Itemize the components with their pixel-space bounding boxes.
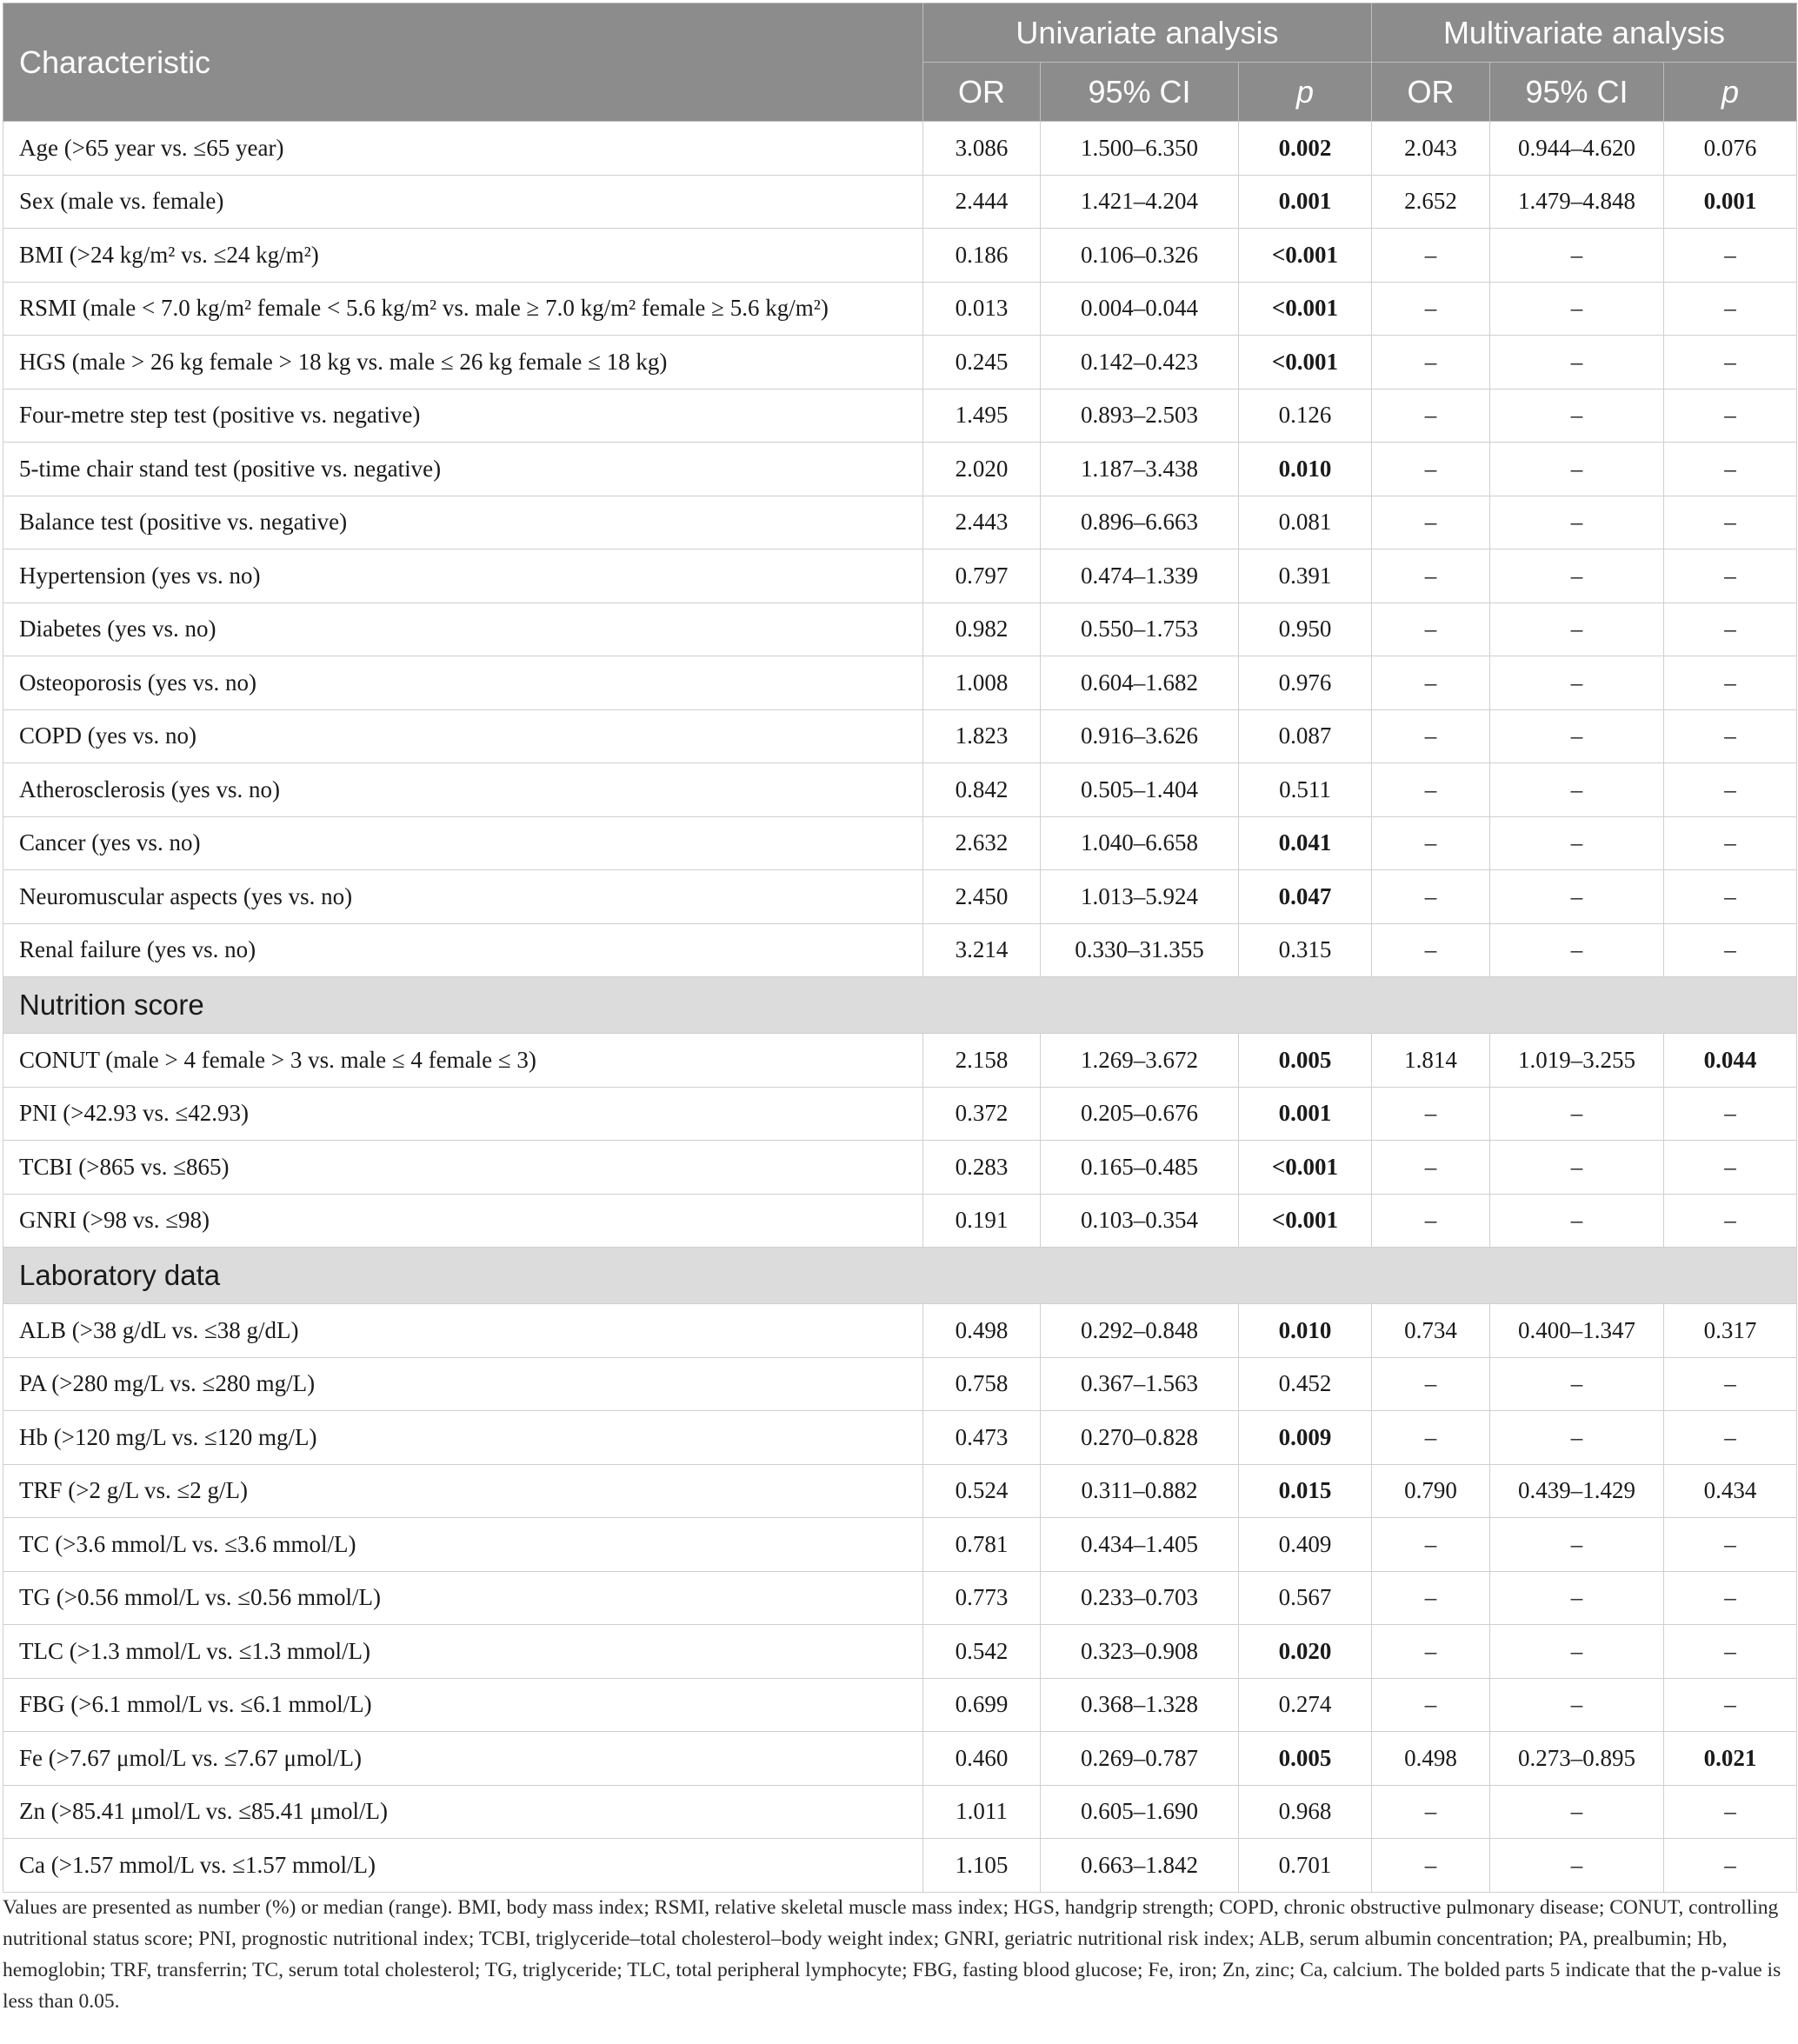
univariate-ci: 0.474–1.339	[1041, 549, 1239, 603]
multivariate-p: 0.076	[1664, 122, 1797, 176]
header-m-p-text: p	[1721, 73, 1740, 110]
multivariate-ci: –	[1490, 1518, 1664, 1572]
multivariate-p: –	[1664, 1357, 1797, 1411]
univariate-p: <0.001	[1239, 282, 1372, 336]
table-footnote: Values are presented as number (%) or median (range). BMI, body mass index; RSMI, relative skeletal muscle mass index; HGS, handgrip strength; COPD, chronic obstructive pulmonary disease; CONUT, controlling nutritional status score; PNI, prognostic nutritional index; TCBI, triglyceride–total cholesterol–body weight index; GNRI, geriatric nutritional risk index; ALB, serum albumin concentration; PA, prealbumin; Hb, hemoglobin; TRF, transferrin; TC, serum total cholesterol; TG, triglyceride; TLC, total peripheral lymphocyte; FBG, fasting blood glucose; Fe, iron; Zn, zinc; Ca, calcium. The bolded parts 5 indicate that the p-value is less than 0.05.	[3, 1896, 1781, 2013]
table-row	[3, 389, 1797, 443]
multivariate-ci: –	[1490, 496, 1664, 549]
univariate-p: 0.005	[1239, 1732, 1372, 1786]
univariate-or: 0.758	[923, 1357, 1041, 1411]
univariate-ci: 0.165–0.485	[1041, 1141, 1239, 1195]
multivariate-or: 1.814	[1372, 1034, 1490, 1088]
table-row	[3, 1625, 1797, 1679]
table-row	[3, 443, 1797, 496]
univariate-ci: 0.142–0.423	[1041, 336, 1239, 389]
univariate-ci: 0.434–1.405	[1041, 1518, 1239, 1572]
row-label: COPD (yes vs. no)	[3, 709, 923, 763]
multivariate-ci: 1.479–4.848	[1490, 175, 1664, 229]
multivariate-or: 2.652	[1372, 175, 1490, 229]
row-label: Atherosclerosis (yes vs. no)	[3, 763, 923, 817]
table-body-nutrition	[3, 1034, 1797, 1248]
header-u-ci: 95% CI	[1041, 63, 1239, 122]
multivariate-or: 2.043	[1372, 122, 1490, 176]
multivariate-p: –	[1664, 389, 1797, 443]
univariate-or: 3.214	[923, 923, 1041, 977]
univariate-or: 0.191	[923, 1194, 1041, 1248]
univariate-ci: 0.292–0.848	[1041, 1304, 1239, 1358]
multivariate-ci: 0.439–1.429	[1490, 1464, 1664, 1518]
univariate-p: 0.701	[1239, 1839, 1372, 1893]
univariate-p: 0.010	[1239, 1304, 1372, 1358]
table-body-general	[3, 122, 1797, 977]
row-label: CONUT (male > 4 female > 3 vs. male ≤ 4 female ≤ 3)	[3, 1034, 923, 1088]
section-nutrition	[3, 977, 1797, 1034]
multivariate-ci: –	[1490, 1141, 1664, 1195]
header-u-p	[1239, 63, 1372, 122]
univariate-p: 0.126	[1239, 389, 1372, 443]
multivariate-ci: –	[1490, 1785, 1664, 1839]
univariate-ci: 0.106–0.326	[1041, 229, 1239, 283]
row-label: PNI (>42.93 vs. ≤42.93)	[3, 1087, 923, 1141]
univariate-or: 1.011	[923, 1785, 1041, 1839]
multivariate-or: –	[1372, 870, 1490, 924]
univariate-ci: 0.367–1.563	[1041, 1357, 1239, 1411]
univariate-ci: 0.103–0.354	[1041, 1194, 1239, 1248]
multivariate-p: –	[1664, 1194, 1797, 1248]
multivariate-ci: –	[1490, 1839, 1664, 1893]
univariate-or: 0.781	[923, 1518, 1041, 1572]
univariate-or: 0.013	[923, 282, 1041, 336]
univariate-ci: 0.605–1.690	[1041, 1785, 1239, 1839]
multivariate-p: –	[1664, 1625, 1797, 1679]
multivariate-ci: –	[1490, 389, 1664, 443]
multivariate-p: –	[1664, 763, 1797, 817]
univariate-p: 0.001	[1239, 1087, 1372, 1141]
table-row	[3, 122, 1797, 176]
univariate-or: 0.186	[923, 229, 1041, 283]
univariate-or: 2.444	[923, 175, 1041, 229]
multivariate-ci: –	[1490, 870, 1664, 924]
univariate-ci: 0.269–0.787	[1041, 1732, 1239, 1786]
multivariate-or: –	[1372, 1518, 1490, 1572]
multivariate-p: –	[1664, 229, 1797, 283]
multivariate-p: 0.021	[1664, 1732, 1797, 1786]
header-m-ci: 95% CI	[1490, 63, 1664, 122]
univariate-ci: 1.269–3.672	[1041, 1034, 1239, 1088]
row-label: Hypertension (yes vs. no)	[3, 549, 923, 603]
multivariate-or: –	[1372, 1141, 1490, 1195]
univariate-ci: 0.323–0.908	[1041, 1625, 1239, 1679]
row-label: TG (>0.56 mmol/L vs. ≤0.56 mmol/L)	[3, 1571, 923, 1625]
multivariate-p: –	[1664, 816, 1797, 870]
univariate-ci: 1.013–5.924	[1041, 870, 1239, 924]
multivariate-ci: –	[1490, 282, 1664, 336]
table-row	[3, 1571, 1797, 1625]
multivariate-or: –	[1372, 1087, 1490, 1141]
table-row	[3, 1411, 1797, 1465]
univariate-p: 0.087	[1239, 709, 1372, 763]
row-label: TRF (>2 g/L vs. ≤2 g/L)	[3, 1464, 923, 1518]
multivariate-ci: 1.019–3.255	[1490, 1034, 1664, 1088]
univariate-or: 0.524	[923, 1464, 1041, 1518]
univariate-p: <0.001	[1239, 336, 1372, 389]
multivariate-p: –	[1664, 496, 1797, 549]
univariate-p: 0.968	[1239, 1785, 1372, 1839]
multivariate-ci: –	[1490, 816, 1664, 870]
row-label: Four-metre step test (positive vs. negative)	[3, 389, 923, 443]
univariate-p: 0.274	[1239, 1678, 1372, 1732]
univariate-p: 0.409	[1239, 1518, 1372, 1572]
univariate-or: 0.542	[923, 1625, 1041, 1679]
multivariate-or: –	[1372, 816, 1490, 870]
univariate-ci: 0.368–1.328	[1041, 1678, 1239, 1732]
univariate-ci: 0.893–2.503	[1041, 389, 1239, 443]
table-row	[3, 603, 1797, 656]
row-label: Renal failure (yes vs. no)	[3, 923, 923, 977]
row-label: Osteoporosis (yes vs. no)	[3, 656, 923, 710]
regression-table	[3, 3, 1797, 1893]
univariate-p: 0.010	[1239, 443, 1372, 496]
table-row	[3, 229, 1797, 283]
univariate-ci: 1.187–3.438	[1041, 443, 1239, 496]
row-label: RSMI (male < 7.0 kg/m² female < 5.6 kg/m² vs. male ≥ 7.0 kg/m² female ≥ 5.6 kg/m²)	[3, 282, 923, 336]
univariate-ci: 0.330–31.355	[1041, 923, 1239, 977]
header-univariate: Univariate analysis	[923, 3, 1372, 63]
univariate-or: 0.982	[923, 603, 1041, 656]
multivariate-ci: –	[1490, 1678, 1664, 1732]
row-label: Fe (>7.67 μmol/L vs. ≤7.67 μmol/L)	[3, 1732, 923, 1786]
table-row	[3, 923, 1797, 977]
multivariate-or: –	[1372, 1785, 1490, 1839]
multivariate-ci: –	[1490, 1357, 1664, 1411]
multivariate-ci: –	[1490, 709, 1664, 763]
univariate-p: <0.001	[1239, 1141, 1372, 1195]
row-label: Age (>65 year vs. ≤65 year)	[3, 122, 923, 176]
univariate-or: 0.773	[923, 1571, 1041, 1625]
header-m-or: OR	[1372, 63, 1490, 122]
multivariate-p: –	[1664, 1141, 1797, 1195]
univariate-ci: 1.500–6.350	[1041, 122, 1239, 176]
table-row	[3, 1464, 1797, 1518]
multivariate-ci: 0.273–0.895	[1490, 1732, 1664, 1786]
univariate-or: 0.372	[923, 1087, 1041, 1141]
multivariate-or: 0.498	[1372, 1732, 1490, 1786]
univariate-p: 0.950	[1239, 603, 1372, 656]
table-row	[3, 1732, 1797, 1786]
univariate-ci: 0.604–1.682	[1041, 656, 1239, 710]
multivariate-p: –	[1664, 1518, 1797, 1572]
multivariate-ci: –	[1490, 923, 1664, 977]
table-header	[3, 3, 1797, 122]
multivariate-ci: –	[1490, 443, 1664, 496]
univariate-ci: 1.040–6.658	[1041, 816, 1239, 870]
table-row	[3, 282, 1797, 336]
row-label: Zn (>85.41 μmol/L vs. ≤85.41 μmol/L)	[3, 1785, 923, 1839]
multivariate-or: –	[1372, 1571, 1490, 1625]
results-table-container	[3, 3, 1796, 1893]
multivariate-p: 0.001	[1664, 175, 1797, 229]
multivariate-p: 0.434	[1664, 1464, 1797, 1518]
multivariate-p: 0.317	[1664, 1304, 1797, 1358]
table-row	[3, 1194, 1797, 1248]
univariate-p: 0.002	[1239, 122, 1372, 176]
multivariate-ci: –	[1490, 763, 1664, 817]
table-row	[3, 1518, 1797, 1572]
multivariate-or: 0.790	[1372, 1464, 1490, 1518]
multivariate-p: –	[1664, 282, 1797, 336]
univariate-p: 0.976	[1239, 656, 1372, 710]
univariate-or: 2.632	[923, 816, 1041, 870]
header-u-p-text: p	[1295, 73, 1315, 110]
multivariate-p: –	[1664, 1571, 1797, 1625]
table-row	[3, 336, 1797, 389]
multivariate-p: –	[1664, 603, 1797, 656]
univariate-or: 3.086	[923, 122, 1041, 176]
univariate-or: 2.443	[923, 496, 1041, 549]
univariate-p: 0.020	[1239, 1625, 1372, 1679]
univariate-p: 0.001	[1239, 175, 1372, 229]
multivariate-ci: –	[1490, 1194, 1664, 1248]
multivariate-or: –	[1372, 1411, 1490, 1465]
row-label: TCBI (>865 vs. ≤865)	[3, 1141, 923, 1195]
multivariate-p: –	[1664, 443, 1797, 496]
univariate-ci: 0.916–3.626	[1041, 709, 1239, 763]
row-label: HGS (male > 26 kg female > 18 kg vs. male ≤ 26 kg female ≤ 18 kg)	[3, 336, 923, 389]
row-label: 5-time chair stand test (positive vs. negative)	[3, 443, 923, 496]
multivariate-or: –	[1372, 1625, 1490, 1679]
univariate-or: 0.460	[923, 1732, 1041, 1786]
univariate-or: 2.158	[923, 1034, 1041, 1088]
multivariate-ci: –	[1490, 1625, 1664, 1679]
univariate-p: <0.001	[1239, 1194, 1372, 1248]
multivariate-or: –	[1372, 496, 1490, 549]
univariate-ci: 0.663–1.842	[1041, 1839, 1239, 1893]
multivariate-p: –	[1664, 870, 1797, 924]
univariate-ci: 0.233–0.703	[1041, 1571, 1239, 1625]
multivariate-ci: –	[1490, 1087, 1664, 1141]
table-row	[3, 1087, 1797, 1141]
table-row	[3, 709, 1797, 763]
multivariate-ci: –	[1490, 549, 1664, 603]
section-title-lab: Laboratory data	[3, 1248, 1797, 1304]
row-label: BMI (>24 kg/m² vs. ≤24 kg/m²)	[3, 229, 923, 283]
multivariate-or: –	[1372, 1194, 1490, 1248]
multivariate-p: 0.044	[1664, 1034, 1797, 1088]
section-lab	[3, 1248, 1797, 1304]
univariate-or: 0.842	[923, 763, 1041, 817]
row-label: TC (>3.6 mmol/L vs. ≤3.6 mmol/L)	[3, 1518, 923, 1572]
univariate-p: 0.452	[1239, 1357, 1372, 1411]
table-row	[3, 1141, 1797, 1195]
univariate-or: 1.823	[923, 709, 1041, 763]
multivariate-p: –	[1664, 1087, 1797, 1141]
univariate-p: 0.009	[1239, 1411, 1372, 1465]
header-characteristic: Characteristic	[3, 3, 923, 122]
row-label: Diabetes (yes vs. no)	[3, 603, 923, 656]
univariate-or: 0.699	[923, 1678, 1041, 1732]
univariate-or: 1.495	[923, 389, 1041, 443]
header-m-p	[1664, 63, 1797, 122]
table-row	[3, 870, 1797, 924]
multivariate-or: –	[1372, 709, 1490, 763]
multivariate-p: –	[1664, 1785, 1797, 1839]
univariate-or: 0.245	[923, 336, 1041, 389]
multivariate-p: –	[1664, 923, 1797, 977]
multivariate-or: –	[1372, 282, 1490, 336]
table-row	[3, 549, 1797, 603]
multivariate-ci: –	[1490, 1411, 1664, 1465]
row-label: Balance test (positive vs. negative)	[3, 496, 923, 549]
row-label: Ca (>1.57 mmol/L vs. ≤1.57 mmol/L)	[3, 1839, 923, 1893]
table-row	[3, 1839, 1797, 1893]
table-row	[3, 1785, 1797, 1839]
row-label: FBG (>6.1 mmol/L vs. ≤6.1 mmol/L)	[3, 1678, 923, 1732]
univariate-or: 2.450	[923, 870, 1041, 924]
multivariate-or: –	[1372, 1678, 1490, 1732]
multivariate-ci: –	[1490, 336, 1664, 389]
multivariate-p: –	[1664, 1411, 1797, 1465]
table-body-lab	[3, 1304, 1797, 1893]
univariate-ci: 0.505–1.404	[1041, 763, 1239, 817]
row-label: PA (>280 mg/L vs. ≤280 mg/L)	[3, 1357, 923, 1411]
univariate-p: 0.391	[1239, 549, 1372, 603]
multivariate-or: –	[1372, 923, 1490, 977]
univariate-or: 0.473	[923, 1411, 1041, 1465]
multivariate-or: –	[1372, 1357, 1490, 1411]
table-row	[3, 656, 1797, 710]
univariate-or: 0.283	[923, 1141, 1041, 1195]
row-label: GNRI (>98 vs. ≤98)	[3, 1194, 923, 1248]
multivariate-p: –	[1664, 709, 1797, 763]
table-row	[3, 1678, 1797, 1732]
univariate-p: 0.511	[1239, 763, 1372, 817]
multivariate-or: –	[1372, 1839, 1490, 1893]
multivariate-ci: –	[1490, 229, 1664, 283]
table-row	[3, 1034, 1797, 1088]
row-label: Sex (male vs. female)	[3, 175, 923, 229]
univariate-or: 1.105	[923, 1839, 1041, 1893]
multivariate-ci: –	[1490, 656, 1664, 710]
table-row	[3, 816, 1797, 870]
multivariate-ci: –	[1490, 603, 1664, 656]
header-u-or: OR	[923, 63, 1041, 122]
univariate-p: 0.315	[1239, 923, 1372, 977]
row-label: Neuromuscular aspects (yes vs. no)	[3, 870, 923, 924]
row-label: Cancer (yes vs. no)	[3, 816, 923, 870]
table-row	[3, 1357, 1797, 1411]
multivariate-ci: 0.400–1.347	[1490, 1304, 1664, 1358]
univariate-ci: 0.311–0.882	[1041, 1464, 1239, 1518]
multivariate-p: –	[1664, 656, 1797, 710]
multivariate-p: –	[1664, 549, 1797, 603]
table-row	[3, 763, 1797, 817]
table-row	[3, 1304, 1797, 1358]
multivariate-p: –	[1664, 1678, 1797, 1732]
row-label: TLC (>1.3 mmol/L vs. ≤1.3 mmol/L)	[3, 1625, 923, 1679]
multivariate-ci: 0.944–4.620	[1490, 122, 1664, 176]
univariate-or: 1.008	[923, 656, 1041, 710]
univariate-or: 2.020	[923, 443, 1041, 496]
row-label: Hb (>120 mg/L vs. ≤120 mg/L)	[3, 1411, 923, 1465]
multivariate-or: –	[1372, 656, 1490, 710]
univariate-p: 0.567	[1239, 1571, 1372, 1625]
univariate-ci: 0.550–1.753	[1041, 603, 1239, 656]
multivariate-p: –	[1664, 1839, 1797, 1893]
multivariate-or: –	[1372, 336, 1490, 389]
univariate-p: <0.001	[1239, 229, 1372, 283]
univariate-ci: 0.896–6.663	[1041, 496, 1239, 549]
univariate-or: 0.797	[923, 549, 1041, 603]
multivariate-or: 0.734	[1372, 1304, 1490, 1358]
row-label: ALB (>38 g/dL vs. ≤38 g/dL)	[3, 1304, 923, 1358]
table-row	[3, 496, 1797, 549]
univariate-p: 0.041	[1239, 816, 1372, 870]
header-multivariate: Multivariate analysis	[1372, 3, 1797, 63]
univariate-ci: 0.270–0.828	[1041, 1411, 1239, 1465]
multivariate-ci: –	[1490, 1571, 1664, 1625]
univariate-or: 0.498	[923, 1304, 1041, 1358]
univariate-p: 0.047	[1239, 870, 1372, 924]
univariate-ci: 1.421–4.204	[1041, 175, 1239, 229]
table-row	[3, 175, 1797, 229]
univariate-ci: 0.205–0.676	[1041, 1087, 1239, 1141]
section-title-nutrition: Nutrition score	[3, 977, 1797, 1034]
univariate-p: 0.081	[1239, 496, 1372, 549]
multivariate-or: –	[1372, 549, 1490, 603]
multivariate-or: –	[1372, 603, 1490, 656]
univariate-ci: 0.004–0.044	[1041, 282, 1239, 336]
multivariate-or: –	[1372, 763, 1490, 817]
multivariate-p: –	[1664, 336, 1797, 389]
univariate-p: 0.015	[1239, 1464, 1372, 1518]
multivariate-or: –	[1372, 443, 1490, 496]
univariate-p: 0.005	[1239, 1034, 1372, 1088]
multivariate-or: –	[1372, 389, 1490, 443]
multivariate-or: –	[1372, 229, 1490, 283]
